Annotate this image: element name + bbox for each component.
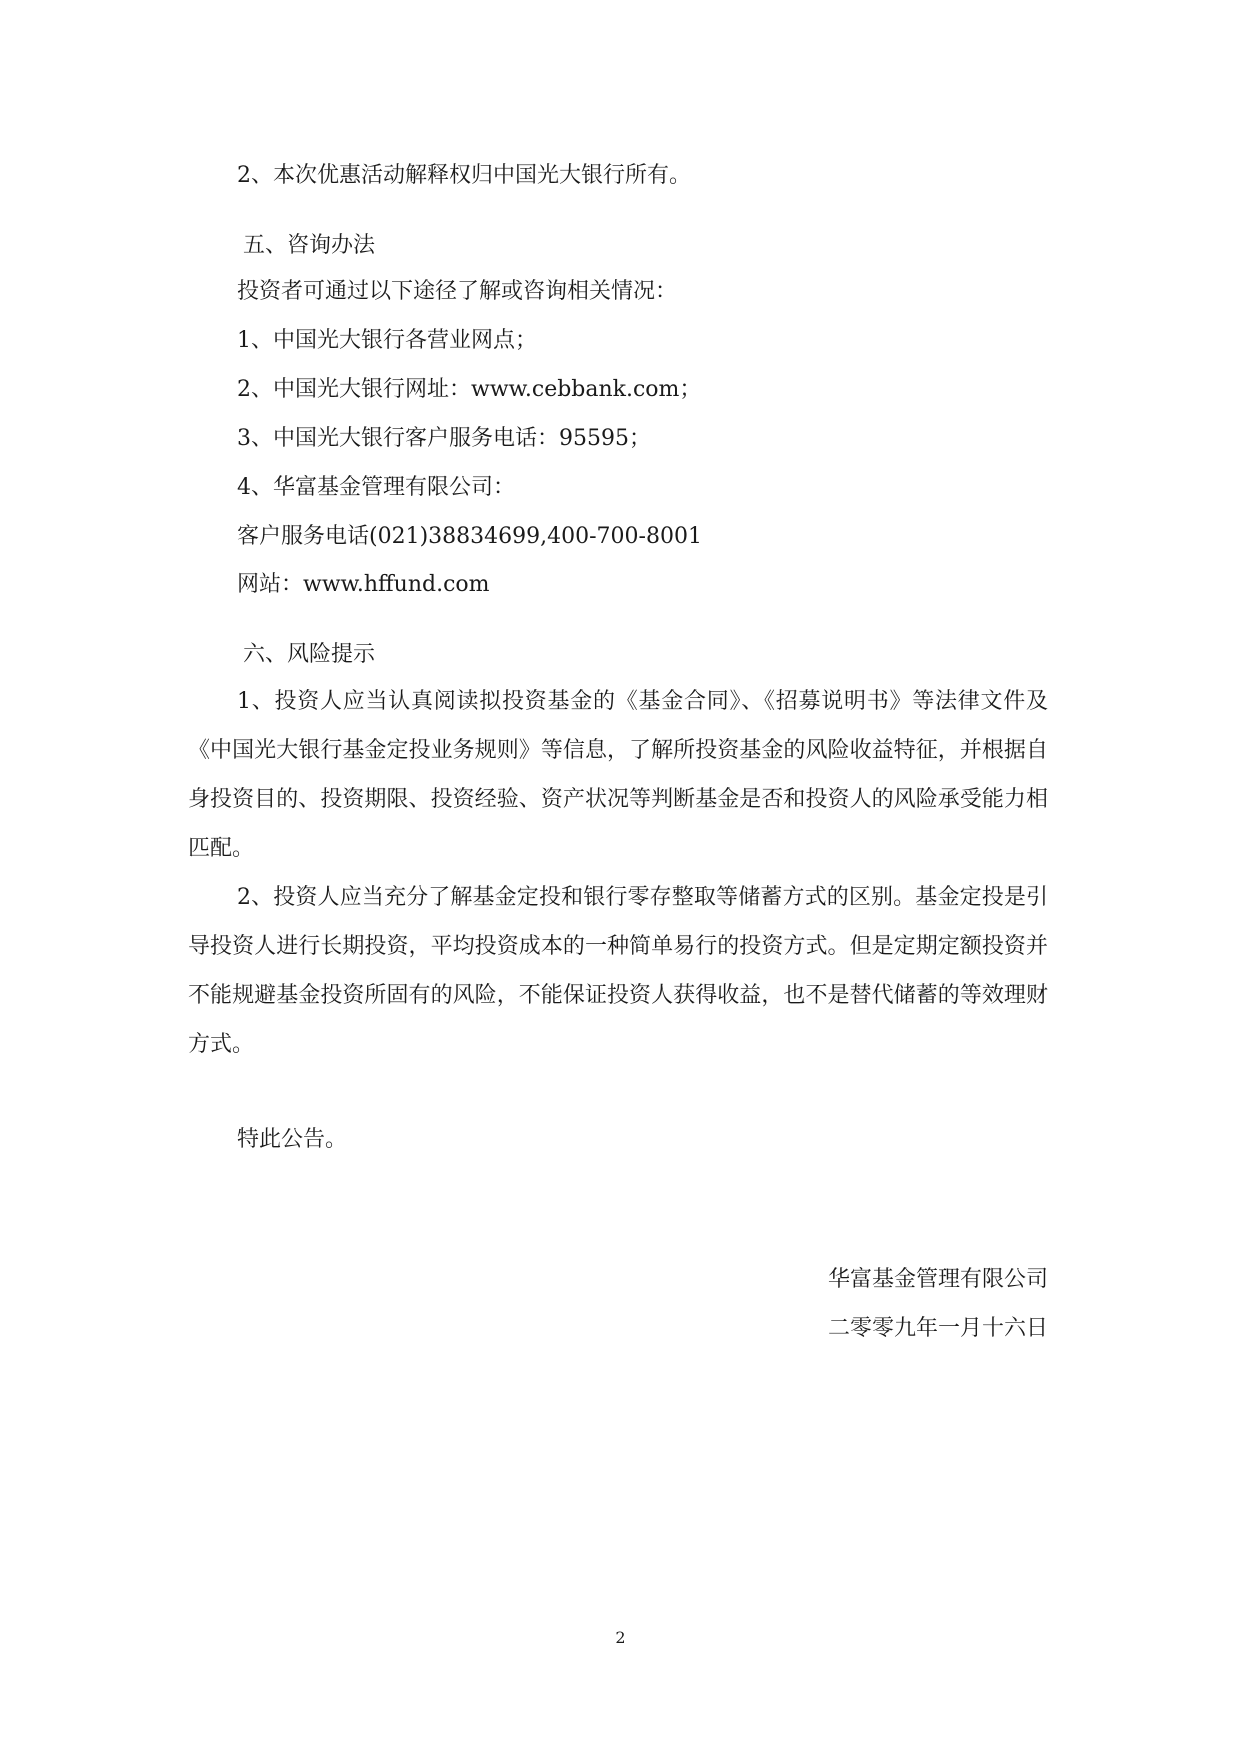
closing-statement: 特此公告。 bbox=[237, 1127, 348, 1152]
section5-heading: 五、咨询办法 bbox=[243, 233, 376, 258]
section5-item-4: 4、华富基金管理有限公司： bbox=[237, 475, 515, 500]
section5-item-3: 3、中国光大银行客户服务电话：95595； bbox=[237, 426, 651, 451]
signature-date: 二零零九年一月十六日 bbox=[827, 1316, 1048, 1341]
section6-paragraph-2: 2、投资人应当充分了解基金定投和银行零存整取等储蓄方式的区别。基金定投是引导投资人进行长期投资，平均投资成本的一种简单易行的投资方式。但是定期定额投资并不能规避基金投资所固有的风险，不能保证投资人获得收益，也不是替代储蓄的等效理财方式。 bbox=[188, 885, 1048, 1057]
section5-item-2: 2、中国光大银行网址：www.cebbank.com； bbox=[237, 377, 702, 402]
section6-heading: 六、风险提示 bbox=[243, 642, 376, 667]
section5-hotline: 客户服务电话(021)38834699,400-700-8001 bbox=[237, 524, 702, 549]
section6-paragraph-1: 1、投资人应当认真阅读拟投资基金的《基金合同》、《招募说明书》等法律文件及《中国光大银行基金定投业务规则》等信息，了解所投资基金的风险收益特征，并根据自身投资目的、投资期限、投资经验、资产状况等判断基金是否和投资人的风险承受能力相匹配。 bbox=[188, 689, 1048, 861]
signature-company: 华富基金管理有限公司 bbox=[827, 1267, 1048, 1292]
section5-item-1: 1、中国光大银行各营业网点； bbox=[237, 328, 537, 353]
section4-item2: 2、本次优惠活动解释权归中国光大银行所有。 bbox=[237, 163, 691, 188]
page-number: 2 bbox=[615, 1628, 626, 1647]
section5-website: 网站：www.hffund.com bbox=[237, 572, 490, 597]
section5-intro: 投资者可通过以下途径了解或咨询相关情况： bbox=[237, 279, 678, 304]
